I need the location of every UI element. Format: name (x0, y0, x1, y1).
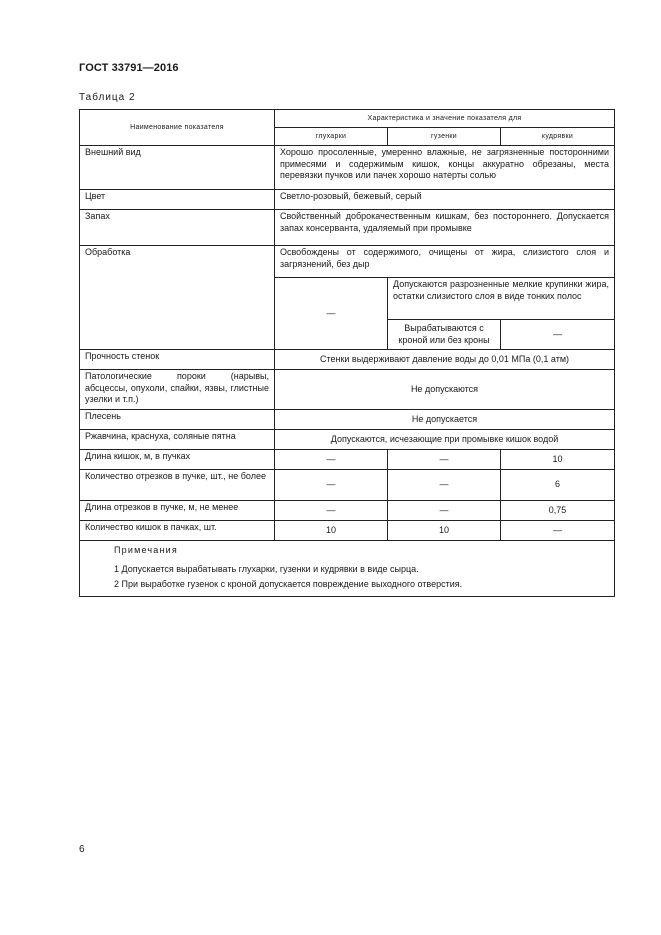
cell-pieces-length-gusenki: — (388, 501, 501, 521)
processing-kudryavki: — (501, 320, 615, 350)
row-name-pieces-length: Длина отрезков в пучке, м, не менее (80, 501, 275, 521)
header-characteristic-group: Характеристика и значение показателя для (275, 110, 615, 128)
note-2: 2 При выработке гузенок с кроной допускается повреждение выходного отверстия. (114, 579, 463, 589)
table-row (80, 370, 615, 410)
table-row (80, 521, 615, 541)
table-row (80, 430, 615, 450)
row-value-defects: Не допускаются (275, 370, 615, 410)
row-name-count-packs: Количество кишок в пачках, шт. (80, 521, 275, 541)
cell-pieces-count-kudryavki: 6 (501, 470, 615, 501)
cell-count-packs-kudryavki: — (501, 521, 615, 541)
processing-gusenki: Вырабатываются с кроной или без кроны (388, 320, 501, 350)
row-name-smell: Запах (80, 210, 275, 246)
note-1: 1 Допускается вырабатывать глухарки, гузенки и кудрявки в виде сырца. (114, 563, 419, 574)
row-name-mold: Плесень (80, 410, 275, 430)
table-row (80, 190, 615, 210)
table-row (80, 246, 615, 278)
table-caption: Таблица 2 (79, 92, 136, 103)
row-name-length-bundles: Длина кишок, м, в пучках (80, 450, 275, 470)
cell-count-packs-glukharki: 10 (275, 521, 388, 541)
row-value-mold: Не допускается (275, 410, 615, 430)
table-row (80, 501, 615, 521)
document-header: ГОСТ 33791—2016 (79, 62, 179, 74)
header-gusenki: гузенки (388, 128, 501, 146)
cell-length-bundles-kudryavki: 10 (501, 450, 615, 470)
table-notes (80, 541, 615, 597)
cell-length-bundles-glukharki: — (275, 450, 388, 470)
row-name-rust: Ржавчина, краснуха, соляные пятна (80, 430, 275, 450)
row-name-defects: Патологические пороки (нарывы, абсцессы, опухоли, спайки, язвы, глистные узелки и т.п.) (80, 370, 275, 410)
header-indicator-name: Наименование показателя (80, 110, 275, 146)
row-value-strength: Стенки выдерживают давление воды до 0,01 МПа (0,1 атм) (275, 350, 615, 370)
row-value-smell: Свойственный доброкачественным кишкам, без постороннего. Допускается запах консерванта, удаляемый при промывке (275, 210, 615, 246)
characteristics-table (79, 109, 615, 597)
cell-count-packs-gusenki: 10 (388, 521, 501, 541)
cell-pieces-length-glukharki: — (275, 501, 388, 521)
row-name-pieces-count: Количество отрезков в пучке, шт., не более (80, 470, 275, 501)
processing-glukharki: — (275, 278, 388, 350)
header-glukharki: глухарки (275, 128, 388, 146)
table-row (80, 410, 615, 430)
row-value-processing: Освобождены от содержимого, очищены от жира, слизистого слоя и загрязнений, без дыр (275, 246, 615, 278)
table-row (80, 146, 615, 190)
notes-title: Примечания (114, 545, 178, 555)
row-name-color: Цвет (80, 190, 275, 210)
row-value-appearance: Хорошо просоленные, умеренно влажные, не загрязненные посторонними примесями и содержимым кишок, концы аккуратно обрезаны, места перевязки пучков или пачек хорошо натерты солью (275, 146, 615, 190)
cell-pieces-count-glukharki: — (275, 470, 388, 501)
processing-gusenki-kudryavki: Допускаются разрозненные мелкие крупинки жира, остатки слизистого слоя в виде тонких полос (388, 278, 615, 320)
table-row (80, 350, 615, 370)
row-value-rust: Допускаются, исчезающие при промывке кишок водой (275, 430, 615, 450)
cell-pieces-count-gusenki: — (388, 470, 501, 501)
header-kudryavki: кудрявки (501, 128, 615, 146)
table-row (80, 450, 615, 470)
row-name-processing: Обработка (80, 246, 275, 350)
page-number: 6 (79, 844, 85, 855)
row-value-color: Светло-розовый, бежевый, серый (275, 190, 615, 210)
table-row (80, 210, 615, 246)
cell-length-bundles-gusenki: — (388, 450, 501, 470)
row-name-strength: Прочность стенок (80, 350, 275, 370)
cell-pieces-length-kudryavki: 0,75 (501, 501, 615, 521)
table-row (80, 470, 615, 501)
row-name-appearance: Внешний вид (80, 146, 275, 190)
